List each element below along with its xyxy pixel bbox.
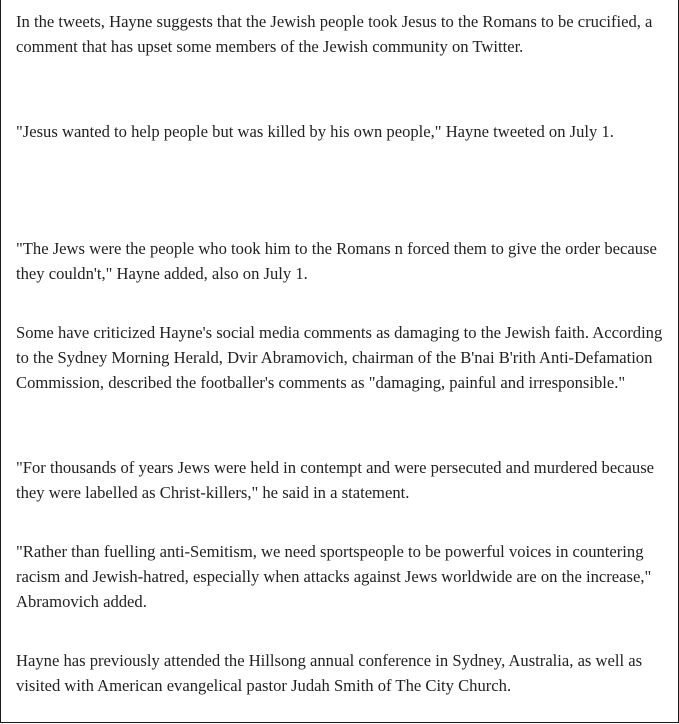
article-paragraph-2: "Jesus wanted to help people but was killed by his own people," Hayne tweeted on July 1. — [16, 122, 614, 141]
article-paragraph-5: "For thousands of years Jews were held in contempt and were persecuted and murdered because they were labelled as Christ-killers," he said in a statement. — [16, 458, 655, 502]
article-paragraph-7: Hayne has previously attended the Hillsong annual conference in Sydney, Australia, as well as visited with American evangelical pastor Judah Smith of The City Church. — [16, 651, 643, 695]
article-paragraph-6: "Rather than fuelling anti-Semitism, we need sportspeople to be powerful voices in countering racism and Jewish-hatred, especially when attacks against Jews worldwide are on the increase," Abramovich added. — [16, 542, 652, 611]
article-paragraph-4: Some have criticized Hayne's social media comments as damaging to the Jewish faith. According to the Sydney Morning Herald, Dvir Abramovich, chairman of the B'nai B'rith Anti-Defamation Commission, described the footballer's comments as "damaging, painful and irresponsible." — [16, 323, 663, 392]
article-paragraph-3: "The Jews were the people who took him to the Romans n forced them to give the order because they couldn't," Hayne added, also on July 1. — [16, 239, 657, 283]
article-paragraph-1: In the tweets, Hayne suggests that the Jewish people took Jesus to the Romans to be crucified, a comment that has upset some members of the Jewish community on Twitter. — [16, 12, 653, 56]
